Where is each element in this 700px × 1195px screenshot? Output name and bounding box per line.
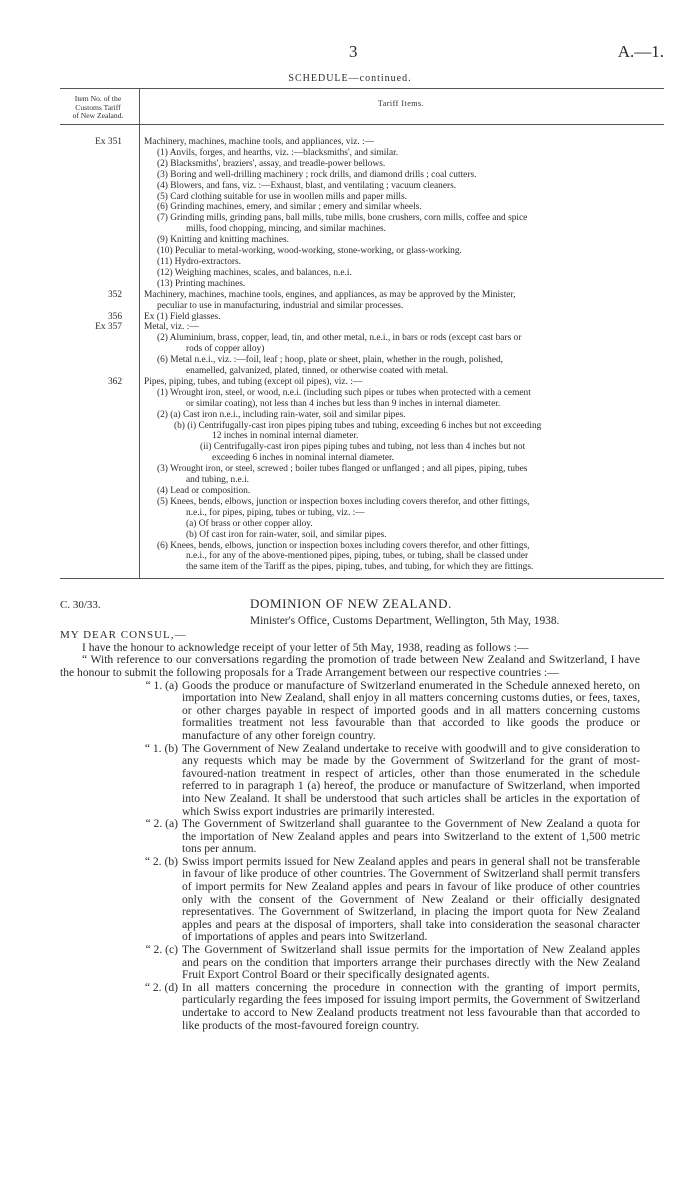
letter-quote-intro: “ With reference to our conversations regarding the promotion of trade between New Zealand and Switzerland, I have the honour to submit the following proposals for a Trade Arrangement between our respective countries :— [60, 653, 640, 679]
tariff-item-text: (3) Boring and well-drilling machinery ; rock drills, and diamond drills ; coal cutters. [157, 169, 477, 180]
tariff-item-text: (b) (i) Centrifugally-cast iron pipes piping tubes and tubing, exceeding 6 inches but not exceeding [174, 420, 542, 431]
item-number [60, 333, 144, 344]
item-number: 356 [107, 311, 122, 322]
item-number [60, 541, 144, 552]
item-number [60, 388, 144, 399]
item-number [60, 464, 144, 475]
table-row [60, 541, 664, 552]
table-row [60, 279, 664, 290]
table-row [60, 475, 664, 486]
item-number [60, 562, 144, 573]
table-row [60, 519, 664, 530]
table-row [60, 333, 664, 344]
table-row [60, 388, 664, 399]
tariff-item-text: (1) Anvils, forges, and hearths, viz. :—blacksmiths', and similar. [157, 147, 399, 158]
item-number [60, 181, 144, 192]
item-number [60, 202, 144, 213]
tariff-item-text: (2) Aluminium, brass, copper, lead, tin, and other metal, n.e.i., in bars or rods (except cast bars or [157, 333, 522, 344]
item-number: 362 [107, 376, 122, 387]
item-number [60, 453, 144, 464]
table-row [60, 202, 664, 213]
letter-clause [60, 680, 640, 743]
tariff-item-text: (a) Of brass or other copper alloy. [186, 518, 313, 529]
schedule-title: SCHEDULE—continued. [288, 73, 412, 84]
tariff-item-text: (13) Printing machines. [157, 278, 246, 289]
table-top-rule [60, 88, 664, 89]
letter-office-date: Minister's Office, Customs Department, Wellington, 5th May, 1938. [250, 614, 560, 627]
item-number [60, 159, 144, 170]
item-number [60, 170, 144, 181]
letter-clause [60, 982, 640, 1032]
item-number: 352 [107, 289, 122, 300]
table-row [60, 453, 664, 464]
tariff-item-text: (5) Knees, bends, elbows, junction or inspection boxes including covers therefor, and other fittings, [157, 496, 530, 507]
table-row [60, 213, 664, 224]
table-row [60, 246, 664, 257]
table-row [60, 377, 664, 388]
item-number [60, 508, 144, 519]
letter-heading: DOMINION OF NEW ZEALAND. [250, 596, 452, 611]
table-row [60, 235, 664, 246]
tariff-item-text: Ex (1) Field glasses. [144, 311, 221, 322]
table-row [60, 366, 664, 377]
table-row [60, 551, 664, 562]
table-row [60, 399, 664, 410]
item-number [60, 344, 144, 355]
tariff-item-text: 12 inches in nominal internal diameter. [212, 431, 359, 442]
tariff-item-text: mills, food chopping, mincing, and similar machines. [186, 224, 386, 235]
letter-reference: C. 30/33. [60, 599, 101, 611]
column-header-item-no: Item No. of the Customs Tariff of New Zealand. [72, 94, 124, 120]
item-number [60, 486, 144, 497]
tariff-item-text: (11) Hydro-extractors. [157, 256, 241, 267]
table-row [60, 181, 664, 192]
item-number [60, 497, 144, 508]
table-row [60, 312, 664, 323]
tariff-item-text: n.e.i., for any of the above-mentioned pipes, piping, tubes, or tubing, shall be classed under [186, 551, 529, 562]
table-row [60, 431, 664, 442]
tariff-item-text: (2) Blacksmiths', braziers', assay, and treadle-power bellows. [157, 158, 386, 169]
clause-label: “ 2. (c) [145, 943, 178, 957]
table-row [60, 301, 664, 312]
table-bottom-rule [60, 578, 664, 579]
tariff-item-text: (5) Card clothing suitable for use in woollen mills and paper mills. [157, 191, 407, 202]
table-row [60, 344, 664, 355]
item-number [60, 246, 144, 257]
item-number [60, 410, 144, 421]
tariff-item-text: (9) Knitting and knitting machines. [157, 235, 290, 246]
tariff-item-text: the same item of the Tariff as the pipes, piping, tubes, and tubing, for which they are fittings. [186, 562, 534, 573]
table-row [60, 486, 664, 497]
tariff-item-text: (ii) Centrifugally-cast iron pipes piping tubes and tubing, not less than 4 inches but not [200, 442, 526, 453]
item-number [60, 301, 144, 312]
item-number: Ex 351 [95, 137, 122, 147]
item-number [60, 355, 144, 366]
table-row [60, 410, 664, 421]
table-row [60, 421, 664, 432]
item-number [60, 224, 144, 235]
item-number: Ex 357 [95, 322, 122, 333]
clause-label: “ 2. (a) [145, 817, 178, 831]
table-row [60, 148, 664, 159]
tariff-item-text: Machinery, machines, machine tools, engines, and appliances, as may be approved by the Minister, [144, 289, 516, 300]
item-number [60, 213, 144, 224]
table-row [60, 159, 664, 170]
table-row [60, 170, 664, 181]
item-number [60, 519, 144, 530]
clause-text: Swiss import permits issued for New Zealand apples and pears in general shall not be transferable in favour of like produce of other countries. The Government of Switzerland shall permit transfers of import permits for New Zealand apples and pears in favour of like produce of other countries only with the consent of the Government of New Zealand or their officially designated representatives. The Government of Switzerland, in placing the import quota for New Zealand apples and pears at the disposal of importers, shall take into consideration the seasonal character of importations of apples and pears into Switzerland. [182, 854, 640, 944]
tariff-item-text: (12) Weighing machines, scales, and balances, n.e.i. [157, 267, 352, 278]
tariff-item-text: (10) Peculiar to metal-working, wood-working, stone-working, or glass-working. [157, 246, 462, 257]
letter-salutation: MY DEAR CONSUL,— [60, 629, 187, 642]
clause-text: The Government of New Zealand undertake to receive with goodwill and to give consideration to any requests which may be made by the Government of Switzerland for the grant of most-favoured-nation treatment in respect of articles, other than those enumerated in the schedule referred to in paragraph 1 (a) hereof, the produce or manufacture of Switzerland, when imported into New Zealand. It shall be understood that such articles shall be articles in the exportation of which Swiss export industries are primarily interested. [182, 741, 640, 818]
clause-text: In all matters concerning the procedure in connection with the granting of import permits, particularly regarding the fees imposed for issuing import permits, the Government of Switzerland undertake to accord to New Zealand products treatment not less favourable than that accorded to like products of the most-favoured foreign country. [182, 980, 640, 1032]
item-number [60, 192, 144, 203]
table-row [60, 497, 664, 508]
item-number [60, 399, 144, 410]
clause-label: “ 2. (b) [144, 854, 178, 868]
page-number: 3 [349, 42, 358, 61]
item-number [60, 366, 144, 377]
item-number [60, 148, 144, 159]
item-number [60, 257, 144, 268]
item-number [60, 442, 144, 453]
tariff-item-text: (3) Wrought iron, or steel, screwed ; boiler tubes flanged or unflanged ; and all pipes, piping, tubes [157, 464, 528, 475]
tariff-item-text: (6) Knees, bends, elbows, junction or inspection boxes including covers therefor, and other fittings, [157, 540, 530, 551]
item-number [60, 268, 144, 279]
table-row [60, 508, 664, 519]
tariff-item-text: or similar coating), not less than 4 inches but less than 9 inches in internal diameter. [186, 398, 501, 409]
item-number [60, 431, 144, 442]
table-row [60, 268, 664, 279]
table-row [60, 290, 664, 301]
table-row [60, 322, 664, 333]
table-row [60, 137, 664, 148]
table-row [60, 442, 664, 453]
letter-clause [60, 856, 640, 944]
tariff-item-text: (4) Lead or composition. [157, 486, 251, 496]
clause-label: “ 1. (a) [145, 678, 178, 692]
tariff-item-text: (2) (a) Cast iron n.e.i., including rain-water, soil and similar pipes. [157, 409, 406, 420]
letter-clause [60, 743, 640, 819]
table-row [60, 192, 664, 203]
letter-clause [60, 818, 640, 856]
clause-text: The Government of Switzerland shall issue permits for the importation of New Zealand apples and pears on the condition that importers arrange their purchases directly with the New Zealand Fruit Export Control Board or their specifically designated agents. [182, 943, 640, 982]
tariff-item-text: (1) Wrought iron, steel, or wood, n.e.i. (including such pipes or tubes when protected with a cement [157, 387, 531, 398]
tariff-item-text: peculiar to use in manufacturing, industrial and similar processes. [157, 300, 404, 311]
letter-clause [60, 944, 640, 982]
table-row [60, 530, 664, 541]
clause-text: The Government of Switzerland shall guarantee to the Government of New Zealand a quota for the importation of New Zealand apples and pears into Switzerland to the extent of 1,500 metric tons per annum. [182, 817, 640, 856]
tariff-item-text: and tubing, n.e.i. [186, 475, 250, 486]
tariff-item-text: enamelled, galvanized, plated, tinned, or otherwise coated with metal. [186, 366, 449, 377]
item-number [60, 475, 144, 486]
letter-items [60, 680, 640, 1033]
tariff-item-text: n.e.i., for pipes, piping, tubes or tubing, viz. :— [186, 507, 365, 518]
tariff-item-text: (7) Grinding mills, grinding pans, ball mills, tube mills, bone crushers, corn mills, coffee and spice [157, 213, 528, 224]
clause-label: “ 2. (d) [144, 980, 178, 994]
clause-label: “ 1. (b) [144, 741, 178, 755]
tariff-item-text: exceeding 6 inches in nominal internal diameter. [212, 453, 394, 464]
column-header-tariff-items: Tariff Items. [377, 99, 425, 108]
table-row [60, 257, 664, 268]
schedule-table [60, 137, 664, 573]
item-number [60, 279, 144, 290]
tariff-item-text: Metal, viz. :— [144, 322, 199, 333]
tariff-item-text: (6) Metal n.e.i., viz. :—foil, leaf ; hoop, plate or sheet, plain, whether in the rough, polished, [157, 355, 504, 366]
table-header-rule [60, 124, 664, 125]
tariff-item-text: Machinery, machines, machine tools, and appliances, viz. :— [144, 137, 375, 147]
item-number [60, 530, 144, 541]
item-number [60, 421, 144, 432]
clause-text: Goods the produce or manufacture of Switzerland enumerated in the Schedule annexed hereto, on importation into New Zealand, shall enjoy in all matters concerning customs duties, or fees, taxes, or other charges payable in respect of imported goods and in all matters concerning customs formalities treatment not less favourable than that accorded to like goods the produce or manufacture of any other foreign country. [182, 678, 640, 742]
table-row [60, 562, 664, 573]
table-row [60, 224, 664, 235]
tariff-item-text: rods of copper alloy) [186, 344, 265, 355]
letter [60, 598, 640, 1032]
table-row [60, 464, 664, 475]
tariff-item-text: (4) Blowers, and fans, viz. :—Exhaust, blast, and ventilating ; vacuum cleaners. [157, 180, 457, 191]
document-reference: A.—1. [617, 42, 664, 61]
item-number [60, 551, 144, 562]
tariff-item-text: Pipes, piping, tubes, and tubing (except oil pipes), viz. :— [144, 376, 363, 387]
tariff-item-text: (6) Grinding machines, emery, and similar ; emery and similar wheels. [157, 202, 422, 213]
letter-intro: I have the honour to acknowledge receipt of your letter of 5th May, 1938, reading as follows :— [82, 640, 529, 654]
tariff-item-text: (b) Of cast iron for rain-water, soil, and similar pipes. [186, 529, 387, 540]
table-row [60, 355, 664, 366]
item-number [60, 235, 144, 246]
